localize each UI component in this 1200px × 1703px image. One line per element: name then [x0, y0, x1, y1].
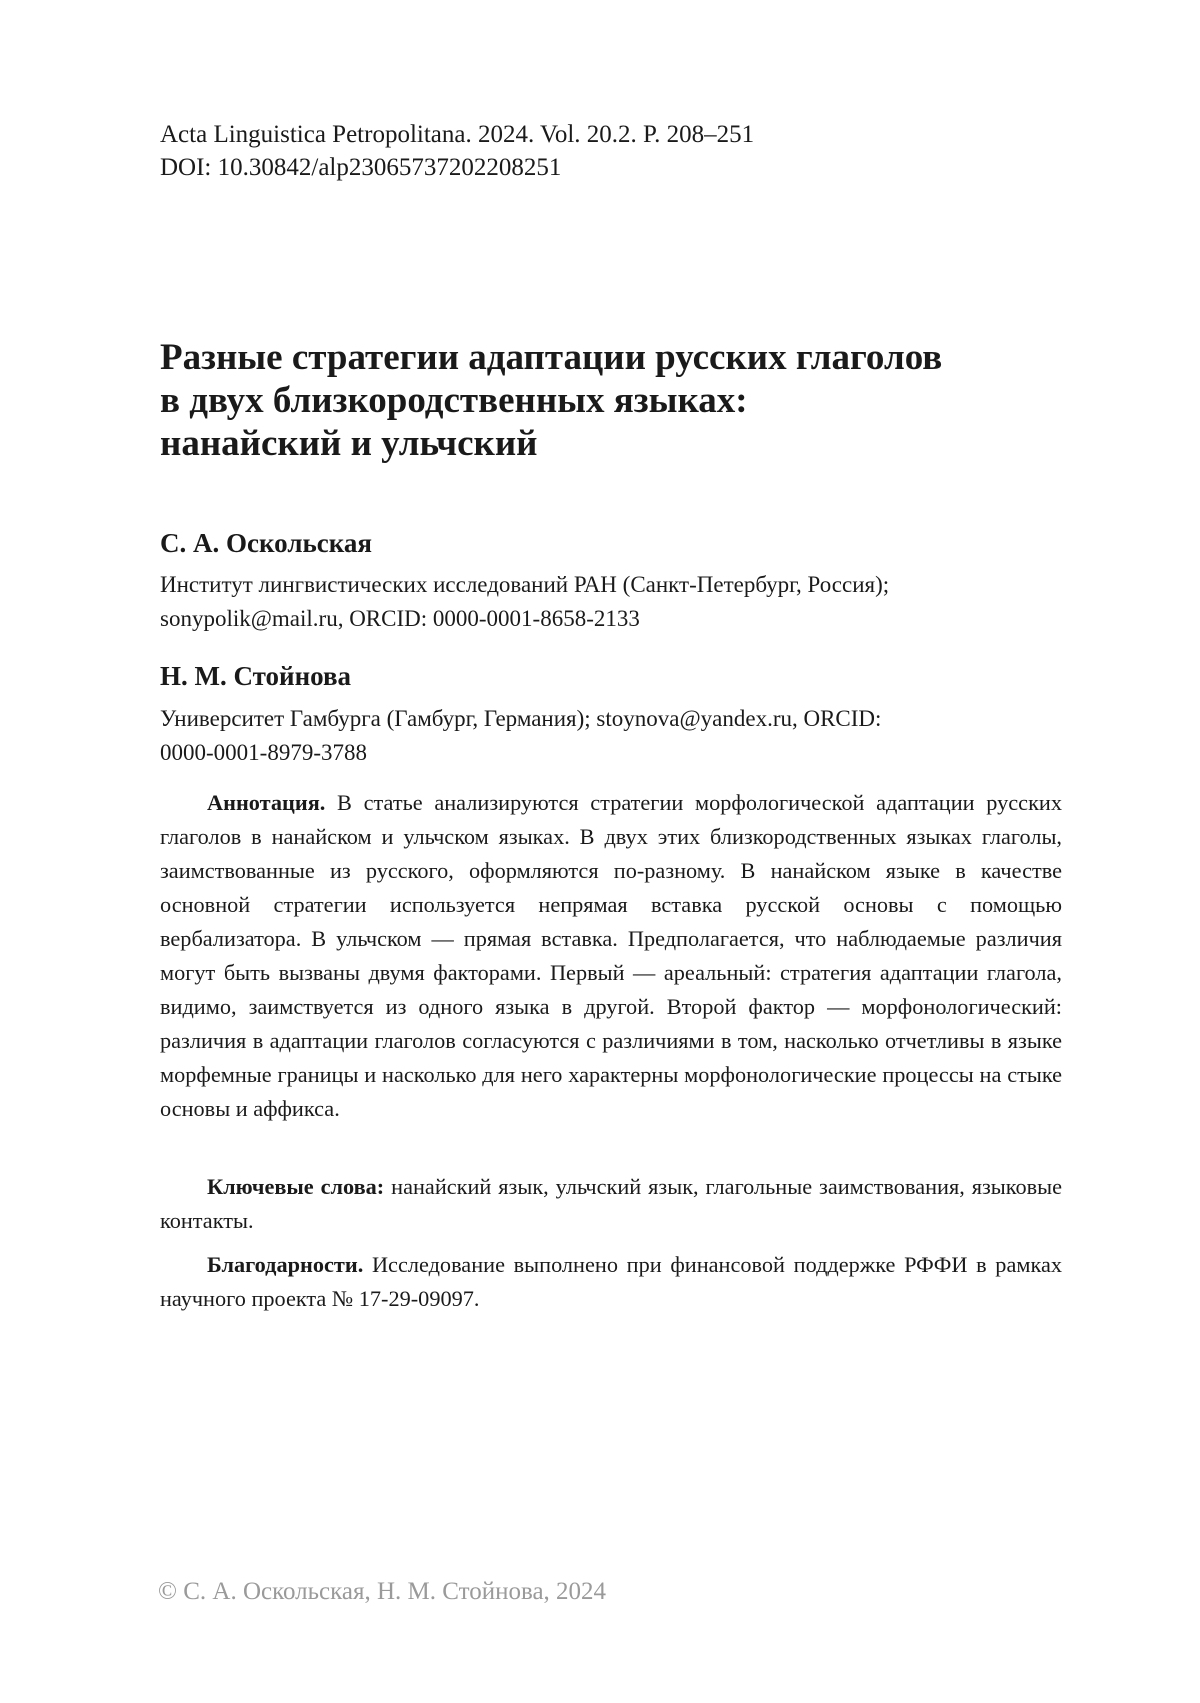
- article-title: [160, 336, 1080, 465]
- author-affiliation-1: [160, 568, 889, 636]
- journal-doi: DOI: 10.30842/alp23065737202208251: [160, 151, 754, 184]
- keywords-label: Ключевые слова:: [207, 1174, 384, 1199]
- affiliation-2-line-2: 0000-0001-8979-3788: [160, 736, 881, 770]
- paper-page: [0, 0, 1200, 1703]
- journal-citation: Acta Linguistica Petropolitana. 2024. Vol. 20.2. P. 208–251: [160, 118, 754, 151]
- article-title-line-1: Разные стратегии адаптации русских глаголов: [160, 336, 1080, 379]
- keywords-text: нанайский язык, ульчский язык, глагольные заимствова­ния, языковые контакты.: [160, 1174, 1062, 1233]
- copyright-notice: © С. А. Оскольская, Н. М. Стойнова, 2024: [158, 1578, 606, 1606]
- author-name-1: С. А. Оскольская: [160, 528, 372, 559]
- acknowledgments-paragraph: [160, 1248, 1062, 1316]
- article-title-line-3: нанайский и ульчский: [160, 422, 1080, 465]
- acknowledgments-text: Исследование выполнено при финансовой поддержке РФФИ в рамках научного проекта № 17-29-09097.: [160, 1252, 1062, 1311]
- author-affiliation-2: [160, 702, 881, 770]
- affiliation-1-line-2: sonypolik@mail.ru, ORCID: 0000-0001-8658-2133: [160, 602, 889, 636]
- abstract-label: Аннотация.: [207, 790, 325, 815]
- acknowledgments-label: Благодарности.: [207, 1252, 363, 1277]
- abstract-text: В статье анализируются стратегии морфологической адаптации русских глаголов в нанайском и ульчском языках. В двух этих близкородственных языках глаголы, заимствованные из русского, оформляются по-разному. В на­найском языке в качестве основной стратегии используется непрямая вставка русской основы с помощью вербализатора. В ульчском — прямая вставка. Пред­полагается, что наблюдаемые различия могут быть вызваны двумя факторами. Первый — ареальный: стратегия адаптации глагола, видимо, заимствуется из од­ного языка в другой. Второй фактор — морфонологический: различия в адап­тации глаголов согласуются с различиями в том, насколько отчетливы в языке морфемные границы и насколько для него характерны морфонологические про­цессы на стыке основы и аффикса.: [160, 790, 1062, 1121]
- author-name-2: Н. М. Стойнова: [160, 661, 351, 692]
- journal-header: [160, 118, 754, 184]
- article-title-line-2: в двух близкородственных языках:: [160, 379, 1080, 422]
- affiliation-2-line-1: Университет Гамбурга (Гамбург, Германия); stoynova@yandex.ru, ORCID:: [160, 702, 881, 736]
- abstract-paragraph: [160, 786, 1062, 1126]
- affiliation-1-line-1: Институт лингвистических исследований РАН (Санкт-Петербург, Россия);: [160, 568, 889, 602]
- keywords-paragraph: [160, 1170, 1062, 1238]
